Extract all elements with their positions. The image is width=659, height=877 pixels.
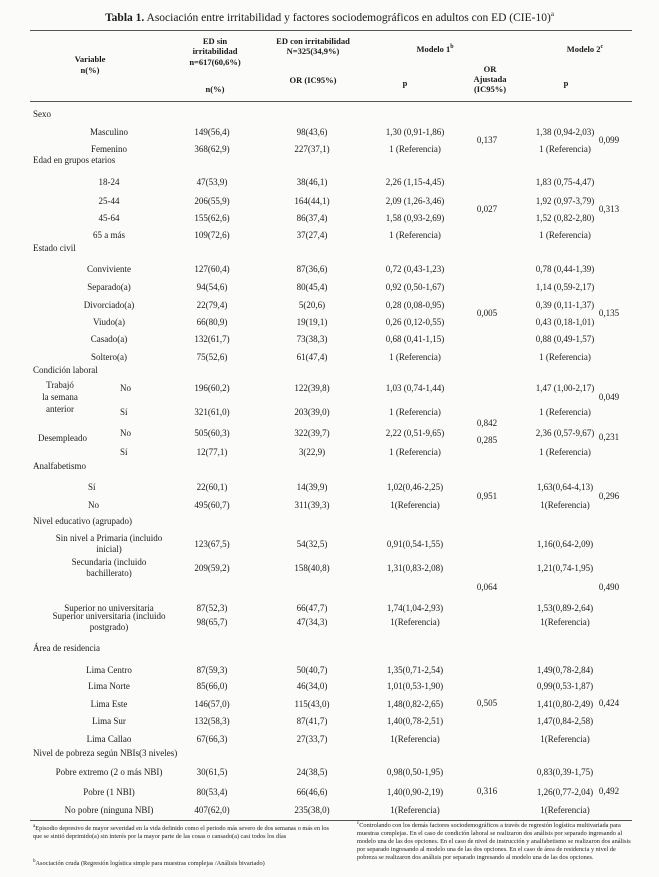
row-label: Conviviente (87, 264, 131, 274)
cell-or-modelo1: 1(Referencia) (390, 617, 440, 627)
cell-con-irritabilidad: 66(47,7) (296, 603, 328, 613)
cell-or-modelo1: 1(Referencia) (390, 805, 440, 815)
cell-or-modelo2: 0,78 (0,44-1,39) (535, 264, 595, 274)
p-modelo2: 0,135 (598, 308, 620, 318)
cell-con-irritabilidad: 311(39,3) (294, 500, 330, 510)
cell-or-modelo1: 1 (Referencia) (389, 352, 441, 362)
header-variable: Variable (74, 54, 106, 64)
cell-sin-irritabilidad: 407(62,0) (194, 805, 230, 815)
cell-con-irritabilidad: 50(40,7) (296, 665, 328, 675)
cell-or-modelo1: 2,09 (1,26-3,46) (385, 196, 445, 206)
cell-con-irritabilidad: 3(22,9) (298, 447, 326, 457)
header-sin-line2: irritabilidad (192, 46, 238, 56)
table-title (0, 10, 659, 24)
modelo1-mark: b (450, 44, 454, 50)
section-title: Nivel educativo (agrupado) (33, 516, 132, 526)
cell-or-modelo1: 1,40(0,78-2,51) (386, 716, 444, 726)
p-modelo2: 0,231 (598, 432, 620, 442)
footnote-a (33, 823, 333, 841)
cell-or-modelo1: 0,68 (0,41-1,15) (385, 334, 445, 344)
cell-sin-irritabilidad: 146(57,0) (194, 699, 230, 709)
section-title: Sexo (33, 109, 51, 119)
row-label: No (120, 383, 131, 393)
header-sin-line3: n=617(60,6%) (189, 57, 241, 67)
cell-con-irritabilidad: 14(39,9) (296, 482, 328, 492)
cell-sin-irritabilidad: 368(62,9) (194, 144, 230, 154)
cell-sin-irritabilidad: 155(62,6) (194, 213, 230, 223)
cell-or-modelo2: 1,83 (0,75-4,47) (535, 177, 595, 187)
cell-or-modelo2: 1(Referencia) (540, 805, 590, 815)
cell-or-modelo2: 1 (Referencia) (539, 447, 591, 457)
row-label: Divorciado(a) (83, 300, 135, 310)
header-sin-unit: n(%) (205, 84, 225, 94)
cell-sin-irritabilidad: 47(53,9) (196, 177, 228, 187)
cell-or-modelo2: 1,92 (0,97-3,79) (535, 196, 595, 206)
cell-or-modelo2: 1,16(0,64-2,09) (536, 539, 594, 549)
cell-or-modelo1: 1 (Referencia) (389, 230, 441, 240)
cell-sin-irritabilidad: 495(60,7) (194, 500, 230, 510)
footnote-b-mark: b (33, 859, 36, 864)
p-modelo1: 0,137 (476, 135, 498, 145)
cell-con-irritabilidad: 73(38,3) (296, 334, 328, 344)
table-top-rule (30, 30, 632, 31)
cell-or-modelo1: 1,48(0,82-2,65) (386, 699, 444, 709)
row-label: Casado(a) (90, 334, 128, 344)
header-con-line1: ED con irritabilidad (276, 36, 350, 46)
cell-sin-irritabilidad: 123(67,5) (194, 539, 230, 549)
section-title: Área de residencia (33, 643, 100, 653)
row-label: Pobre extremo (2 o más NBI) (55, 767, 163, 777)
cell-or-modelo1: 0,26 (0,12-0,55) (385, 317, 445, 327)
row-label: Secundaria (incluido (71, 557, 147, 567)
cell-or-modelo2: 1,47 (1,00-2,17) (535, 383, 595, 393)
cell-or-modelo2: 0,39 (0,11-1,37) (535, 300, 595, 310)
row-label: 65 a más (93, 230, 125, 240)
p-modelo1: 0,951 (476, 491, 498, 501)
cell-or-modelo2: 0,88 (0,49-1,57) (535, 334, 595, 344)
trabajo-label-line1: Trabajó (46, 380, 74, 390)
cell-sin-irritabilidad: 196(60,2) (194, 383, 230, 393)
cell-or-modelo1: 1,02(0,46-2,25) (386, 482, 444, 492)
section-title: Nivel de pobreza según NBIs(3 niveles) (33, 748, 178, 758)
cell-or-modelo1: 1(Referencia) (390, 500, 440, 510)
cell-or-modelo2: 1(Referencia) (540, 617, 590, 627)
cell-sin-irritabilidad: 132(61,7) (194, 334, 230, 344)
cell-or-modelo1: 1,31(0,83-2,08) (386, 563, 444, 573)
cell-or-modelo1: 2,22 (0,51-9,65) (385, 428, 445, 438)
cell-or-modelo1: 1,30 (0,91-1,86) (385, 127, 445, 137)
cell-or-modelo2: 2,36 (0,57-9,67) (535, 428, 595, 438)
cell-sin-irritabilidad: 127(60,4) (194, 264, 230, 274)
footnote-c (357, 820, 635, 863)
row-label-line2: inicial) (96, 544, 122, 554)
cell-or-modelo1: 1(Referencia) (390, 734, 440, 744)
section-title: Condición laboral (33, 365, 98, 375)
desempleado-label: Desempleado (38, 433, 87, 443)
cell-or-modelo2: 1 (Referencia) (539, 352, 591, 362)
row-label: Lima Callao (86, 734, 132, 744)
cell-con-irritabilidad: 235(38,0) (294, 805, 330, 815)
cell-con-irritabilidad: 46(34,0) (296, 681, 328, 691)
row-label: Sí (120, 447, 128, 457)
title-footnote-mark: a (550, 10, 554, 18)
cell-or-modelo2: 1,21(0,74-1,95) (536, 563, 594, 573)
header-modelo2 (545, 42, 625, 54)
cell-con-irritabilidad: 19(19,1) (296, 317, 328, 327)
cell-sin-irritabilidad: 85(66,0) (196, 681, 228, 691)
cell-or-modelo2: 1,26(0,77-2,04) (536, 787, 594, 797)
row-label: 25-44 (98, 196, 120, 206)
cell-or-modelo1: 0,92 (0,50-1,67) (385, 282, 445, 292)
header-con-unit: OR (IC95%) (289, 75, 337, 85)
section-title: Edad en grupos etarios (33, 155, 116, 165)
cell-or-modelo2: 1,63(0,64-4,13) (536, 482, 594, 492)
footnote-c-mark: c (357, 821, 360, 826)
cell-or-modelo1: 0,98(0,50-1,95) (386, 767, 444, 777)
row-label: Masculino (90, 127, 128, 137)
modelo2-label: Modelo 2 (566, 43, 601, 54)
cell-or-modelo1: 1,40(0,90-2,19) (386, 787, 444, 797)
cell-or-modelo1: 0,72 (0,43-1,23) (385, 264, 445, 274)
row-label: Sin nivel a Primaria (incluido (55, 533, 163, 543)
cell-con-irritabilidad: 122(39,8) (294, 383, 330, 393)
cell-sin-irritabilidad: 80(53,4) (196, 787, 228, 797)
cell-con-irritabilidad: 158(40,8) (294, 563, 330, 573)
cell-sin-irritabilidad: 149(56,4) (194, 127, 230, 137)
cell-sin-irritabilidad: 206(55,9) (194, 196, 230, 206)
cell-or-modelo1: 1 (Referencia) (389, 144, 441, 154)
row-label: Soltero(a) (91, 352, 127, 362)
cell-con-irritabilidad: 98(43,6) (296, 127, 328, 137)
row-label: 18-24 (98, 177, 120, 187)
header-or-line2: Ajustada (473, 74, 507, 84)
header-p2: p (563, 78, 569, 88)
cell-con-irritabilidad: 47(34,3) (296, 617, 328, 627)
p-modelo2: 0,296 (598, 491, 620, 501)
cell-sin-irritabilidad: 66(80,9) (196, 317, 228, 327)
trabajo-label-line3: anterior (46, 404, 74, 414)
cell-sin-irritabilidad: 87(52,3) (196, 603, 228, 613)
row-label: Pobre (1 NBI) (83, 787, 135, 797)
p-modelo2: 0,490 (598, 582, 620, 592)
table-title-text: Asociación entre irritabilidad y factores sociodemográficos en adultos con ED (CIE-10) (146, 11, 551, 24)
cell-or-modelo1: 0,91(0,54-1,55) (386, 539, 444, 549)
cell-sin-irritabilidad: 30(61,5) (196, 767, 228, 777)
header-p1: p (402, 78, 408, 88)
footnote-b-text: Asociación cruda (Regresión logística simple para muestras complejas /Análisis bivariado) (35, 860, 265, 868)
row-label: No pobre (ninguna NBI) (64, 805, 154, 815)
row-label: 45-64 (98, 213, 120, 223)
cell-or-modelo1: 1,35(0,71-2,54) (386, 665, 444, 675)
p-modelo1: 0,064 (476, 582, 498, 592)
p-modelo1: 0,316 (476, 786, 498, 796)
cell-con-irritabilidad: 87(36,6) (296, 264, 328, 274)
cell-or-modelo2: 1(Referencia) (540, 500, 590, 510)
cell-or-modelo2: 0,43 (0,18-1,01) (535, 317, 595, 327)
cell-con-irritabilidad: 115(43,0) (294, 699, 330, 709)
cell-con-irritabilidad: 227(37,1) (294, 144, 330, 154)
cell-or-modelo2: 1,41(0,80-2,49) (536, 699, 594, 709)
row-label: Lima Sur (92, 716, 126, 726)
cell-or-modelo1: 1 (Referencia) (389, 447, 441, 457)
header-modelo1 (395, 42, 475, 54)
table-label: Tabla 1. (105, 11, 145, 24)
cell-con-irritabilidad: 164(44,1) (294, 196, 330, 206)
row-label: Sí (120, 407, 128, 417)
cell-or-modelo2: 1 (Referencia) (539, 407, 591, 417)
p-modelo1: 0,285 (476, 435, 498, 445)
cell-or-modelo2: 0,99(0,53-1,87) (536, 681, 594, 691)
cell-con-irritabilidad: 80(45,4) (296, 282, 328, 292)
footnote-a-text: Episodio depresivo de mayor severidad en la vida definido como el periodo más severo de dos semanas o más en los que se sintió deprimido(a) sin interés por la mayor parte de las cosas o cansado(a) casi todos los días (33, 825, 330, 841)
modelo2-mark: c (600, 44, 604, 50)
cell-con-irritabilidad: 27(33,7) (296, 734, 328, 744)
footnote-b (33, 858, 333, 868)
p-modelo2: 0,313 (598, 204, 620, 214)
row-label: Lima Este (90, 699, 128, 709)
cell-or-modelo1: 1,01(0,53-1,90) (386, 681, 444, 691)
cell-or-modelo1: 0,28 (0,08-0,95) (385, 300, 445, 310)
footnote-a-mark: a (33, 824, 36, 829)
row-label: Viudo(a) (93, 317, 125, 327)
p-modelo2: 0,424 (598, 698, 620, 708)
cell-sin-irritabilidad: 209(59,2) (194, 563, 230, 573)
cell-or-modelo2: 0,83(0,39-1,75) (536, 767, 594, 777)
header-bottom-rule (30, 101, 632, 102)
section-title: Analfabetismo (33, 461, 86, 471)
cell-sin-irritabilidad: 75(52,6) (196, 352, 228, 362)
cell-or-modelo2: 1,14 (0,59-2,17) (535, 282, 595, 292)
p-modelo1: 0,842 (476, 418, 498, 428)
row-label: No (120, 428, 131, 438)
header-sin-line1: ED sin (202, 36, 228, 46)
cell-con-irritabilidad: 87(41,7) (296, 716, 328, 726)
row-label: Superior no universitaria (64, 603, 154, 613)
cell-sin-irritabilidad: 87(59,3) (196, 665, 228, 675)
cell-sin-irritabilidad: 94(54,6) (196, 282, 228, 292)
cell-or-modelo2: 1,47(0,84-2,58) (536, 716, 594, 726)
cell-con-irritabilidad: 66(46,6) (296, 787, 328, 797)
cell-sin-irritabilidad: 22(79,4) (196, 300, 228, 310)
cell-sin-irritabilidad: 98(65,7) (196, 617, 228, 627)
cell-or-modelo1: 2,26 (1,15-4,45) (385, 177, 445, 187)
row-label: Separado(a) (87, 282, 131, 292)
p-modelo1: 0,027 (476, 204, 498, 214)
row-label: Femenino (91, 144, 127, 154)
cell-con-irritabilidad: 203(39,0) (294, 407, 330, 417)
cell-sin-irritabilidad: 12(77,1) (196, 447, 228, 457)
cell-or-modelo2: 1,52 (0,82-2,80) (535, 213, 595, 223)
row-label: Superior universitaria (incluido (52, 611, 166, 621)
cell-sin-irritabilidad: 109(72,6) (194, 230, 230, 240)
cell-or-modelo1: 1,03 (0,74-1,44) (385, 383, 445, 393)
section-title: Estado civil (33, 243, 76, 253)
cell-con-irritabilidad: 5(20,6) (298, 300, 326, 310)
p-modelo1: 0,505 (476, 698, 498, 708)
header-or-line1: OR (483, 64, 497, 74)
trabajo-label-line2: la semana (42, 392, 78, 402)
cell-sin-irritabilidad: 321(61,0) (194, 407, 230, 417)
header-or-line3: (IC95%) (473, 84, 507, 94)
cell-or-modelo1: 1,58 (0,93-2,69) (385, 213, 445, 223)
cell-sin-irritabilidad: 132(58,3) (194, 716, 230, 726)
cell-sin-irritabilidad: 67(66,3) (196, 734, 228, 744)
row-label: Sí (88, 482, 96, 492)
cell-or-modelo1: 1 (Referencia) (389, 407, 441, 417)
modelo1-label: Modelo 1 (416, 43, 451, 54)
cell-con-irritabilidad: 38(46,1) (296, 177, 328, 187)
cell-con-irritabilidad: 54(32,5) (296, 539, 328, 549)
cell-con-irritabilidad: 61(47,4) (296, 352, 328, 362)
row-label-line2: bachillerato) (86, 568, 132, 578)
cell-sin-irritabilidad: 505(60,3) (194, 428, 230, 438)
p-modelo2: 0,049 (598, 392, 620, 402)
cell-con-irritabilidad: 86(37,4) (296, 213, 328, 223)
cell-or-modelo2: 1 (Referencia) (539, 144, 591, 154)
cell-or-modelo2: 1,53(0,89-2,64) (536, 603, 594, 613)
row-label-line2: postgrado) (89, 622, 129, 632)
cell-or-modelo2: 1 (Referencia) (539, 230, 591, 240)
row-label: Lima Centro (86, 665, 132, 675)
cell-or-modelo2: 1(Referencia) (540, 734, 590, 744)
cell-con-irritabilidad: 37(27,4) (296, 230, 328, 240)
cell-or-modelo2: 1,49(0,78-2,84) (536, 665, 594, 675)
row-label: No (88, 500, 99, 510)
row-label: Lima Norte (88, 681, 130, 691)
p-modelo1: 0,005 (476, 308, 498, 318)
header-variable-unit: n(%) (80, 65, 100, 75)
header-con-line2: N=325(34,9%) (286, 46, 340, 56)
cell-con-irritabilidad: 322(39,7) (294, 428, 330, 438)
footnote-c-text: Controlando con los demás factores sociodemográficos a través de regresión logística multivariada para muestras complejas. En el caso de condición laboral se realizaron dos análisis por separado ingresando al modelo una de las dos opciones. En el caso de nivel de instrucción y analfabetismo se realizaron dos análisis por separado ingresando al modelo una de las dos opciones. En el caso de área de residencia y nivel de pobreza se realizaron dos análisis por separado ingresando al modelo una de las dos opciones. (357, 822, 631, 862)
p-modelo2: 0,492 (598, 786, 620, 796)
cell-con-irritabilidad: 24(38,5) (296, 767, 328, 777)
cell-or-modelo2: 1,38 (0,94-2,03) (535, 127, 595, 137)
cell-sin-irritabilidad: 22(60,1) (196, 482, 228, 492)
p-modelo2: 0,099 (598, 135, 620, 145)
cell-or-modelo1: 1,74(1,04-2,93) (386, 603, 444, 613)
